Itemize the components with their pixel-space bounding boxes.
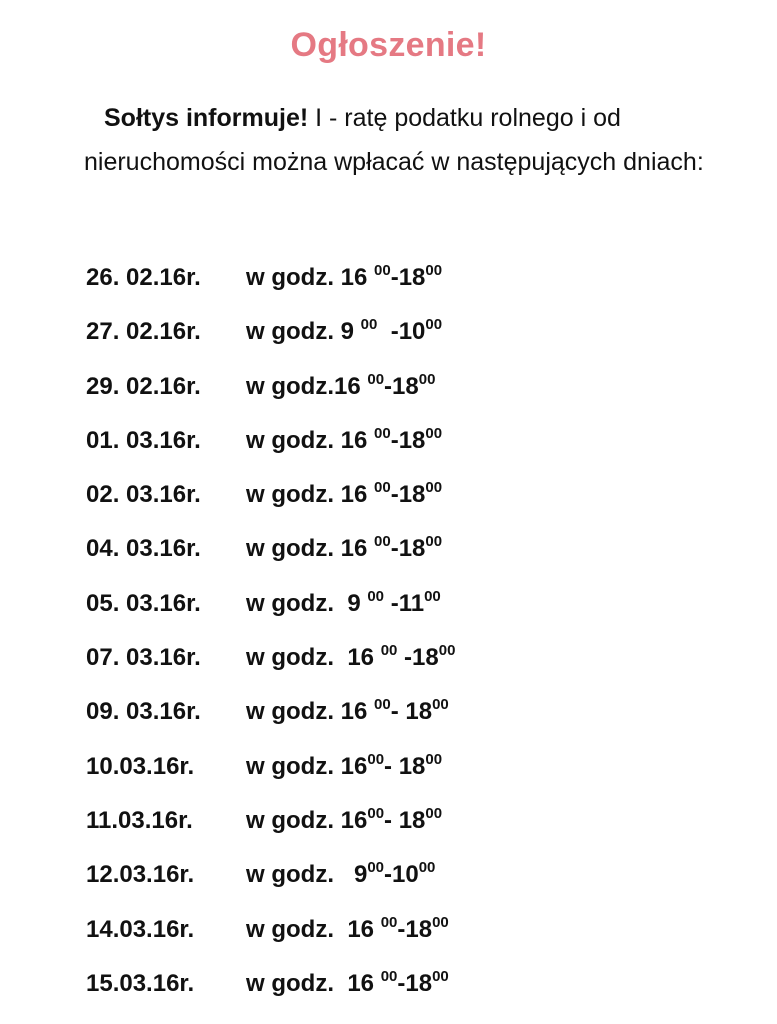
schedule-row [86,692,726,746]
schedule-time [246,698,449,726]
schedule-time [246,370,436,401]
time-end-minutes: 00 [425,424,443,442]
time-start: w godz. 16 [246,752,368,780]
time-start: w godz. 16 [246,535,375,563]
time-end: -11 [384,589,425,617]
schedule-date: 14.03.16r. [86,915,195,943]
time-start-minutes: 00 [374,262,391,279]
time-end: -18 [384,372,419,400]
schedule-time [246,535,442,563]
time-start-minutes: 00 [374,696,391,714]
schedule-date: 12.03.16r. [86,861,195,889]
time-start-minutes: 00 [374,533,391,551]
schedule-time [246,861,435,889]
time-start: w godz. 16 [246,806,368,834]
time-end: -10 [377,318,426,346]
schedule-row [86,855,726,909]
time-start: w godz. 16 [246,644,381,672]
time-end-minutes: 00 [432,967,449,985]
schedule-row [86,421,726,475]
time-end-minutes: 00 [425,804,443,822]
time-start: w godz. 16 [246,481,375,509]
schedule-row [86,801,726,855]
schedule-time [246,913,449,944]
schedule-time [246,264,442,292]
time-end: -18 [390,426,426,454]
time-start-minutes: 00 [380,642,398,660]
schedule-time [246,424,443,455]
time-end-minutes: 00 [425,479,443,497]
schedule-time [246,481,442,509]
time-end-minutes: 00 [432,696,449,714]
schedule-row [86,910,726,964]
schedule-row [86,747,726,801]
schedule-date: 15.03.16r. [86,969,195,997]
time-start-minutes: 00 [374,424,391,442]
schedule-date: 07. 03.16r. [86,644,201,672]
time-start-minutes: 00 [367,370,385,388]
schedule-time [246,750,443,781]
time-start-minutes: 00 [380,967,398,985]
schedule-time [246,644,455,672]
schedule-date: 02. 03.16r. [86,481,201,509]
time-end: -18 [397,915,433,943]
time-end: - 18 [384,806,426,834]
schedule-date: 26. 02.16r. [86,264,201,291]
time-start-minutes: 00 [367,859,385,877]
time-start-minutes: 00 [360,316,378,334]
intro-lead: Sołtys informuje! [104,104,309,132]
schedule-row [86,638,726,692]
schedule-row [86,312,726,366]
time-end: -18 [390,264,426,291]
time-start-minutes: 00 [380,913,398,931]
schedule-date: 01. 03.16r. [86,426,201,454]
schedule-time [246,318,442,346]
time-end-minutes: 00 [425,750,443,768]
time-start-minutes: 00 [367,587,385,605]
time-end-minutes: 00 [425,533,443,551]
time-start: w godz. 16 [246,969,381,997]
time-start: w godz. 9 [246,861,368,889]
schedule-time [246,967,449,998]
schedule-date: 05. 03.16r. [86,589,201,617]
time-start: w godz. 16 [246,698,375,726]
time-end: - 18 [384,752,426,780]
intro-paragraph [84,96,724,184]
time-end: -18 [390,535,426,563]
time-end: - 18 [390,698,433,726]
time-end-minutes: 00 [425,262,443,279]
time-start-minutes: 00 [367,804,385,822]
schedule-row [86,475,726,529]
schedule-time [246,804,443,835]
schedule-row [86,529,726,583]
schedule-row [86,367,726,421]
time-end: -18 [397,969,433,997]
schedule-row [86,584,726,638]
schedule-row [86,964,726,1018]
time-start: w godz. 9 [246,318,361,346]
time-start-minutes: 00 [374,479,391,497]
schedule-date: 10.03.16r. [86,752,195,780]
schedule-date: 29. 02.16r. [86,372,201,400]
time-end-minutes: 00 [438,642,456,660]
schedule-date: 09. 03.16r. [86,698,201,726]
schedule-date: 04. 03.16r. [86,535,201,563]
time-end: -18 [397,644,439,672]
schedule-date: 11.03.16r. [86,806,193,834]
time-end: -10 [384,861,419,889]
time-end-minutes: 00 [424,587,441,605]
time-start-minutes: 00 [367,750,385,768]
time-end-minutes: 00 [425,316,443,334]
time-end-minutes: 00 [418,370,436,388]
schedule-time [246,587,441,618]
time-start: w godz. 16 [246,915,381,943]
time-start: w godz.16 [246,372,368,400]
time-start: w godz. 9 [246,589,368,617]
time-start: w godz. 16 [246,426,375,454]
notice-title: Ogłoszenie! [290,26,487,64]
schedule-date: 27. 02.16r. [86,318,201,346]
time-end-minutes: 00 [432,913,449,931]
time-end: -18 [390,481,426,509]
intro-text: I - ratę podatku rolnego i od nieruchomości można wpłacać w następujących dniach: [84,104,704,176]
time-end-minutes: 00 [418,859,436,877]
time-start: w godz. 16 [246,264,375,291]
payment-schedule [86,258,726,1018]
schedule-row [86,258,726,312]
